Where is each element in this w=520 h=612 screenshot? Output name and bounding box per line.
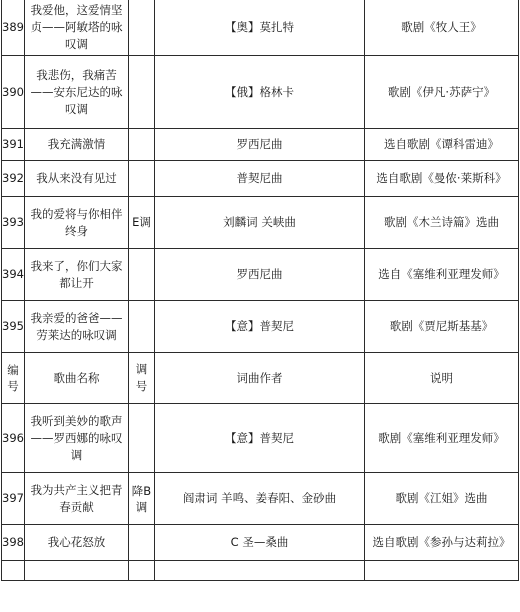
row-number: 396 bbox=[2, 404, 25, 473]
row-number: 393 bbox=[2, 197, 25, 249]
song-title: 我从来没有见过 bbox=[25, 161, 129, 197]
authors: 阎肃词 羊鸣、姜春阳、金砂曲 bbox=[155, 473, 365, 525]
key-signature bbox=[129, 161, 155, 197]
authors: 刘麟词 关峡曲 bbox=[155, 197, 365, 249]
song-title: 我心花怒放 bbox=[25, 525, 129, 561]
notes: 选自歌剧《参孙与达莉拉》 bbox=[365, 525, 519, 561]
row-number: 390 bbox=[2, 56, 25, 129]
song-title: 我充满激情 bbox=[25, 129, 129, 161]
row-number: 394 bbox=[2, 249, 25, 301]
key-signature bbox=[129, 404, 155, 473]
table-row bbox=[2, 0, 519, 56]
authors: 【意】普契尼 bbox=[155, 301, 365, 353]
table-row bbox=[2, 525, 519, 561]
authors: 【意】普契尼 bbox=[155, 404, 365, 473]
table-row bbox=[2, 561, 519, 581]
song-title: 我爱他，这爱情坚贞——阿敏塔的咏叹调 bbox=[25, 0, 129, 56]
notes: 选自《塞维利亚理发师》 bbox=[365, 249, 519, 301]
key-signature: E调 bbox=[129, 197, 155, 249]
key-signature bbox=[129, 56, 155, 129]
column-header-key: 调号 bbox=[129, 353, 155, 404]
table-row bbox=[2, 129, 519, 161]
column-header-song-name: 歌曲名称 bbox=[25, 353, 129, 404]
authors: 【奥】莫扎特 bbox=[155, 0, 365, 56]
notes: 歌剧《木兰诗篇》选曲 bbox=[365, 197, 519, 249]
row-number: 389 bbox=[2, 0, 25, 56]
key-signature bbox=[129, 301, 155, 353]
key-signature bbox=[129, 0, 155, 56]
song-title: 我悲伤，我痛苦——安东尼达的咏叹调 bbox=[25, 56, 129, 129]
song-title: 我来了，你们大家都让开 bbox=[25, 249, 129, 301]
notes: 选自歌剧《谭科雷迪》 bbox=[365, 129, 519, 161]
notes: 歌剧《牧人王》 bbox=[365, 0, 519, 56]
row-number: 397 bbox=[2, 473, 25, 525]
row-number: 398 bbox=[2, 525, 25, 561]
table-row bbox=[2, 404, 519, 473]
authors: C 圣—桑曲 bbox=[155, 525, 365, 561]
key-signature bbox=[129, 129, 155, 161]
authors: 普契尼曲 bbox=[155, 161, 365, 197]
table-row bbox=[2, 473, 519, 525]
table-row bbox=[2, 249, 519, 301]
column-header-number: 编号 bbox=[2, 353, 25, 404]
row-number: 391 bbox=[2, 129, 25, 161]
song-title: 我的爱将与你相伴终身 bbox=[25, 197, 129, 249]
notes: 歌剧《江姐》选曲 bbox=[365, 473, 519, 525]
notes: 选自歌剧《曼侬·莱斯科》 bbox=[365, 161, 519, 197]
row-number: 395 bbox=[2, 301, 25, 353]
key-signature bbox=[129, 249, 155, 301]
song-title: 我为共产主义把青春贡献 bbox=[25, 473, 129, 525]
column-header-authors: 词曲作者 bbox=[155, 353, 365, 404]
table-row bbox=[2, 161, 519, 197]
song-title: 我听到美妙的歌声——罗西娜的咏叹调 bbox=[25, 404, 129, 473]
authors: 罗西尼曲 bbox=[155, 129, 365, 161]
table-row bbox=[2, 56, 519, 129]
authors: 罗西尼曲 bbox=[155, 249, 365, 301]
authors: 【俄】格林卡 bbox=[155, 56, 365, 129]
column-header-notes: 说明 bbox=[365, 353, 519, 404]
table-row bbox=[2, 197, 519, 249]
notes: 歌剧《伊凡·苏萨宁》 bbox=[365, 56, 519, 129]
row-number: 392 bbox=[2, 161, 25, 197]
song-table bbox=[1, 0, 519, 581]
notes: 歌剧《贾尼斯基基》 bbox=[365, 301, 519, 353]
song-title: 我亲爱的爸爸——劳莱达的咏叹调 bbox=[25, 301, 129, 353]
key-signature bbox=[129, 525, 155, 561]
key-signature: 降B调 bbox=[129, 473, 155, 525]
table-row bbox=[2, 301, 519, 353]
notes: 歌剧《塞维利亚理发师》 bbox=[365, 404, 519, 473]
table-header-row bbox=[2, 353, 519, 404]
